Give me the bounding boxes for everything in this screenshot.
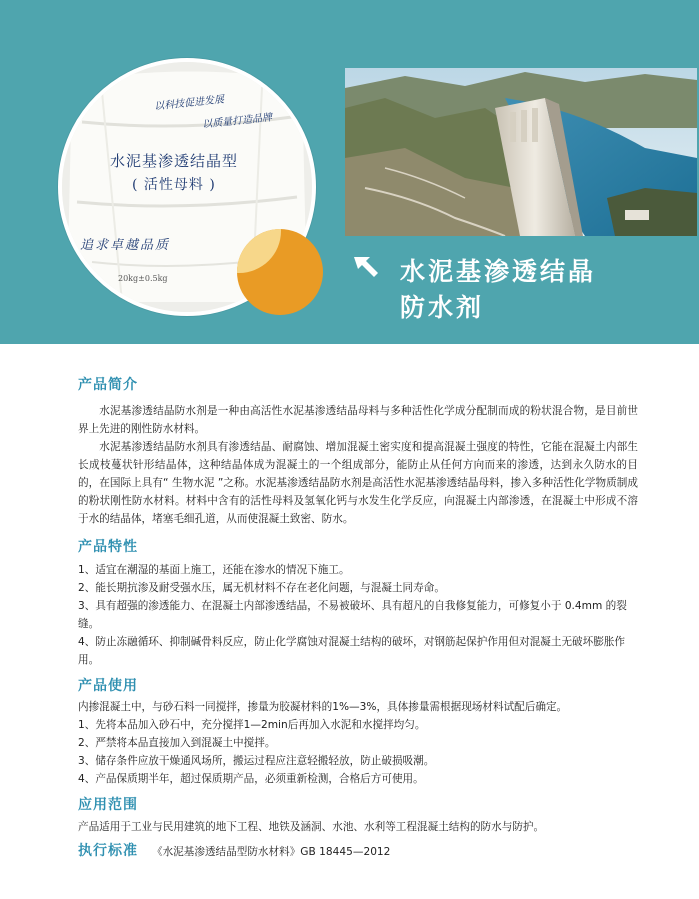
bag-slogan-1: 以科技促进发展 bbox=[153, 94, 225, 113]
feature-item: 3、具有超强的渗透能力、在混凝土内部渗透结晶，不易被破坏、具有超凡的自我修复能力，可修复小于 0.4mm 的裂缝。 bbox=[78, 600, 627, 630]
dam-photo bbox=[345, 68, 697, 236]
dam-illustration bbox=[345, 68, 697, 236]
scope-title: 应用范围 bbox=[78, 797, 138, 813]
intro-paragraph-1: 水泥基渗透结晶防水剂是一种由高活性水泥基渗透结晶母料与多种活性化学成分配制而成的粉状混合物，是目前世界上先进的刚性防水材料。 bbox=[78, 405, 638, 435]
bag-product-subtitle: ( 活性母料 ) bbox=[132, 177, 216, 193]
content bbox=[78, 374, 638, 860]
standard-title: 执行标准 bbox=[78, 843, 138, 859]
bag-slogan-3: 追求卓越品质 bbox=[80, 238, 171, 253]
intro-title: 产品简介 bbox=[78, 377, 138, 393]
usage-item: 2、严禁将本品直接加入到混凝土中搅拌。 bbox=[78, 737, 276, 749]
usage-intro: 内掺混凝土中，与砂石料一同搅拌，掺量为胶凝材料的1%—3%，具体掺量需根据现场材料试配后确定。 bbox=[78, 701, 568, 713]
orange-decor-circle bbox=[237, 229, 323, 315]
standard-row bbox=[78, 840, 638, 860]
arrow-up-left-icon bbox=[350, 253, 382, 285]
bag-product-name: 水泥基渗透结晶型 bbox=[110, 152, 239, 170]
header-title-line-2: 防水剂 bbox=[400, 293, 485, 322]
feature-item: 1、适宜在潮湿的基面上施工，还能在渗水的情况下施工。 bbox=[78, 564, 350, 576]
orange-circle-highlight bbox=[237, 229, 281, 273]
usage-item: 3、储存条件应放干燥通风场所，搬运过程应注意轻搬轻放，防止破损吸潮。 bbox=[78, 755, 435, 767]
scope-text: 产品适用于工业与民用建筑的地下工程、地铁及涵洞、水池、水利等工程混凝土结构的防水与防护。 bbox=[78, 821, 545, 833]
intro-paragraph-2: 水泥基渗透结晶防水剂具有渗透结晶、耐腐蚀、增加混凝土密实度和提高混凝土强度的特性，它能在混凝土内部生长成枝蔓状针形结晶体，这种结晶体成为混凝土的一个组成部分，能防止从任何方向而来的渗透，达到永久防水的目的，在国际上具有“ 生物水泥 ”之称。水泥基渗透结晶防水剂是高活性水泥基渗透结晶母料，掺入多种活性化学物质制成的粉状刚性防水材料。材料中含有的活性母料及氢氧化钙与水发生化学反应，向混凝土内部渗透，在混凝土中形成不溶于水的结晶体，堵塞毛细孔道，从而使混凝土致密、防水。 bbox=[78, 441, 638, 525]
header-band bbox=[0, 0, 699, 344]
feature-item: 4、防止冻融循环、抑制碱骨料反应，防止化学腐蚀对混凝土结构的破坏，对钢筋起保护作用但对混凝土无破坏膨胀作用。 bbox=[78, 636, 626, 666]
usage-item: 4、产品保质期半年，超过保质期产品，必须重新检测，合格后方可使用。 bbox=[78, 773, 424, 785]
usage-item: 1、先将本品加入砂石中，充分搅拌1—2min后再加入水泥和水搅拌均匀。 bbox=[78, 719, 426, 731]
usage-title: 产品使用 bbox=[78, 678, 138, 694]
header-title-line-1: 水泥基渗透结晶 bbox=[400, 257, 597, 286]
features-title: 产品特性 bbox=[78, 539, 138, 555]
bag-slogan-2: 以质量打造品牌 bbox=[201, 112, 273, 131]
feature-item: 2、能长期抗渗及耐受强水压，属无机材料不存在老化问题，与混凝土同寿命。 bbox=[78, 582, 445, 594]
bag-weight: 20kg±0.5kg bbox=[118, 274, 168, 283]
standard-text: 《水泥基渗透结晶型防水材料》GB 18445—2012 bbox=[152, 846, 391, 858]
